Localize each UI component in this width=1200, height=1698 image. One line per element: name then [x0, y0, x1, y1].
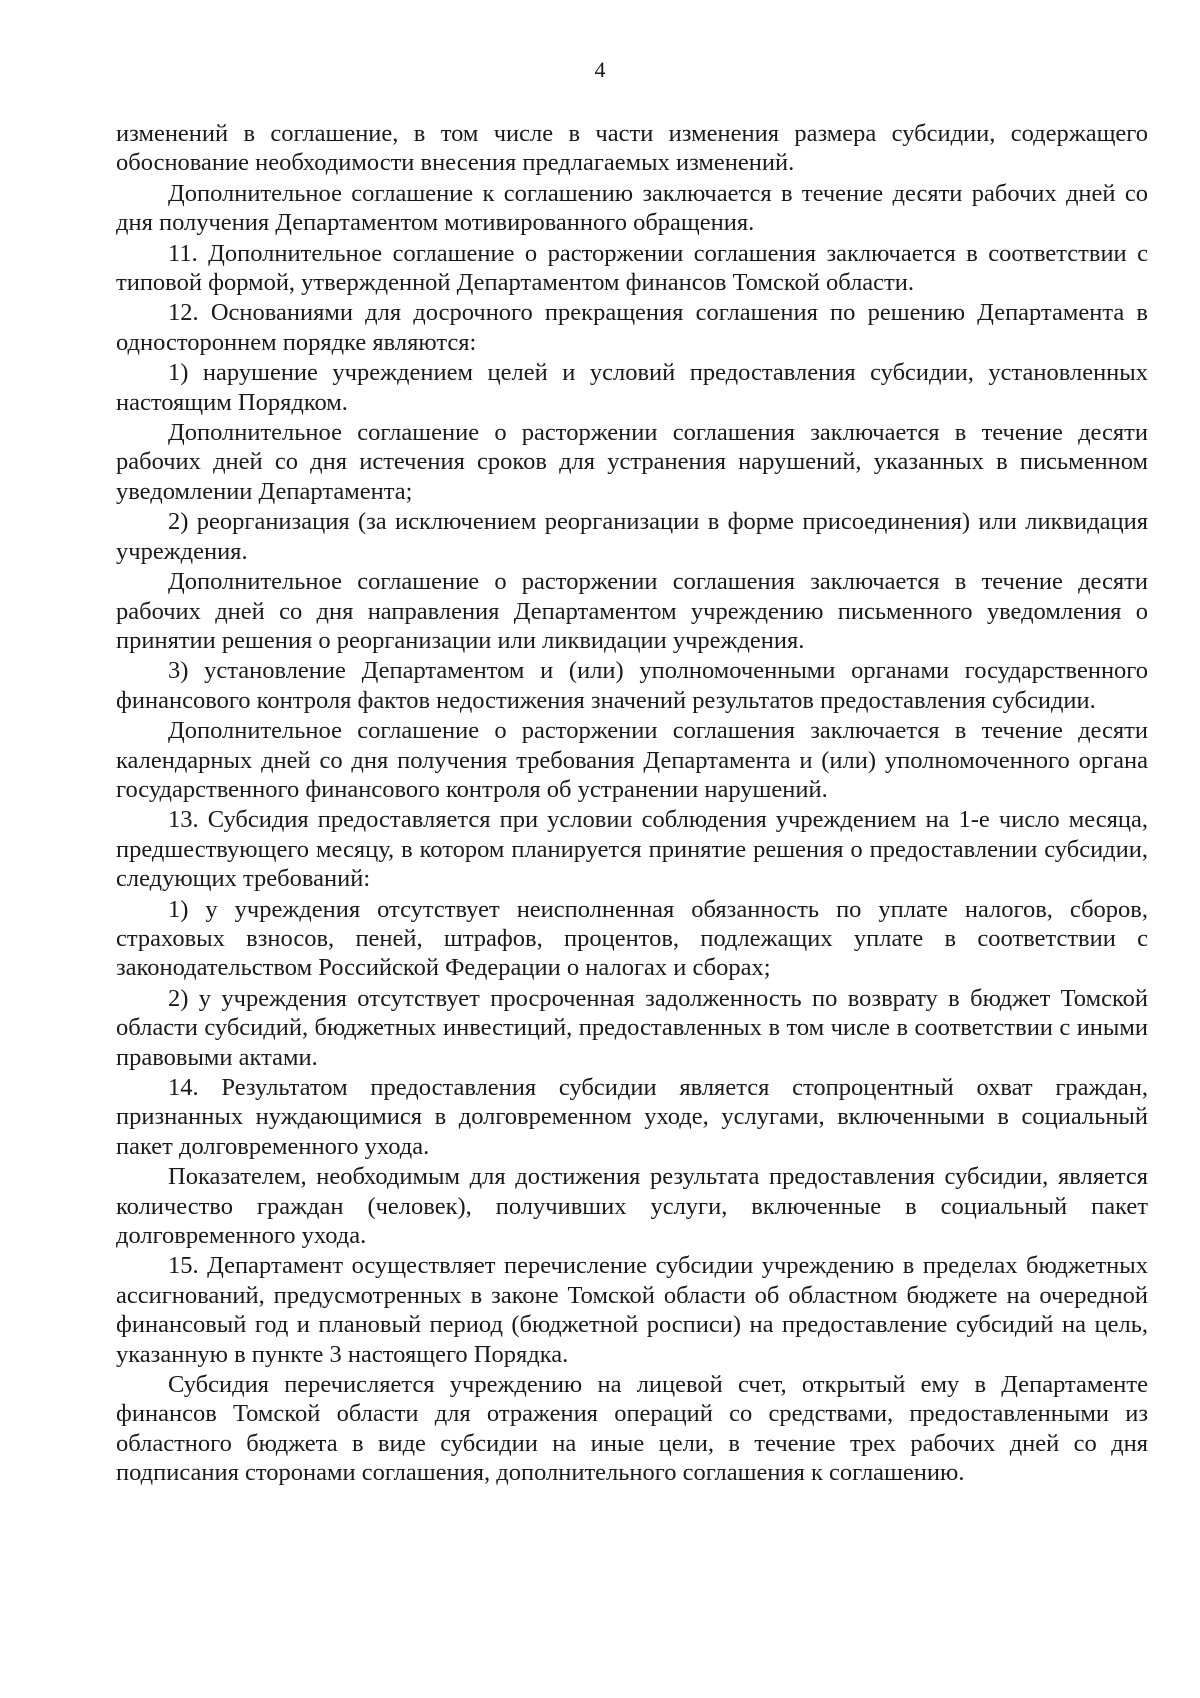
- paragraph: Дополнительное соглашение о расторжении соглашения заключается в течение десяти рабочих дней со дня направления Департаментом учреждению письменного уведомления о принятии решения о реорганизации или ликвидации учреждения.: [116, 568, 1148, 654]
- paragraph-item-15: 15. Департамент осуществляет перечисление субсидии учреждению в пределах бюджетных ассигнований, предусмотренных в законе Томской области об областном бюджете на очередной финансовый год и плановый период (бюджетной росписи) на предоставление субсидий на цель, указанную в пункте 3 настоящего Порядка.: [116, 1252, 1148, 1368]
- paragraph-item-13: 13. Субсидия предоставляется при условии соблюдения учреждением на 1-е число месяца, предшествующего месяцу, в котором планируется принятие решения о предоставлении субсидии, следующих требований:: [116, 806, 1148, 893]
- paragraph-subitem-2: 2) у учреждения отсутствует просроченная задолженность по возврату в бюджет Томской области субсидий, бюджетных инвестиций, предоставленных в том числе в соответствии с иными правовыми актами.: [116, 984, 1148, 1071]
- document-body: [116, 119, 1148, 1488]
- paragraph-subitem-3: 3) установление Департаментом и (или) уполномоченными органами государственного финансового контроля фактов недостижения значений результатов предоставления субсидии.: [116, 657, 1148, 714]
- paragraph-continuation: изменений в соглашение, в том числе в части изменения размера субсидии, содержащего обоснование необходимости внесения предлагаемых изменений.: [116, 120, 1148, 177]
- page-number: 4: [594, 57, 606, 82]
- paragraph: Дополнительное соглашение к соглашению заключается в течение десяти рабочих дней со дня получения Департаментом мотивированного обращения.: [116, 179, 1148, 237]
- paragraph-item-12: 12. Основаниями для досрочного прекращения соглашения по решению Департамента в одностороннем порядке являются:: [116, 299, 1148, 356]
- paragraph: Показателем, необходимым для достижения результата предоставления субсидии, является количество граждан (человек), получивших услуги, включенные в социальный пакет долговременного ухода.: [116, 1163, 1148, 1250]
- paragraph-subitem-2: 2) реорганизация (за исключением реорганизации в форме присоединения) или ликвидация учреждения.: [116, 508, 1148, 565]
- paragraph-subitem-1: 1) у учреждения отсутствует неисполненная обязанность по уплате налогов, сборов, страховых взносов, пеней, штрафов, процентов, подлежащих уплате в соответствии с законодательством Российской Федерации о налогах и сборах;: [116, 895, 1148, 982]
- paragraph-item-14: 14. Результатом предоставления субсидии является стопроцентный охват граждан, признанных нуждающимися в долговременном уходе, услугами, включенными в социальный пакет долговременного ухода.: [116, 1074, 1148, 1160]
- paragraph: Дополнительное соглашение о расторжении соглашения заключается в течение десяти календарных дней со дня получения требования Департамента и (или) уполномоченного органа государственного финансового контроля об устранении нарушений.: [116, 717, 1148, 803]
- paragraph: Дополнительное соглашение о расторжении соглашения заключается в течение десяти рабочих дней со дня истечения сроков для устранения нарушений, указанных в письменном уведомлении Департамента;: [116, 419, 1148, 505]
- paragraph-subitem-1: 1) нарушение учреждением целей и условий предоставления субсидии, установленных настоящим Порядком.: [116, 359, 1148, 416]
- paragraph-item-11: 11. Дополнительное соглашение о расторжении соглашения заключается в соответствии с типовой формой, утвержденной Департаментом финансов Томской области.: [116, 239, 1148, 297]
- paragraph: Субсидия перечисляется учреждению на лицевой счет, открытый ему в Департаменте финансов Томской области для отражения операций со средствами, предоставленными из областного бюджета в виде субсидии на иные цели, в течение трех рабочих дней со дня подписания сторонами соглашения, дополнительного соглашения к соглашению.: [116, 1371, 1148, 1487]
